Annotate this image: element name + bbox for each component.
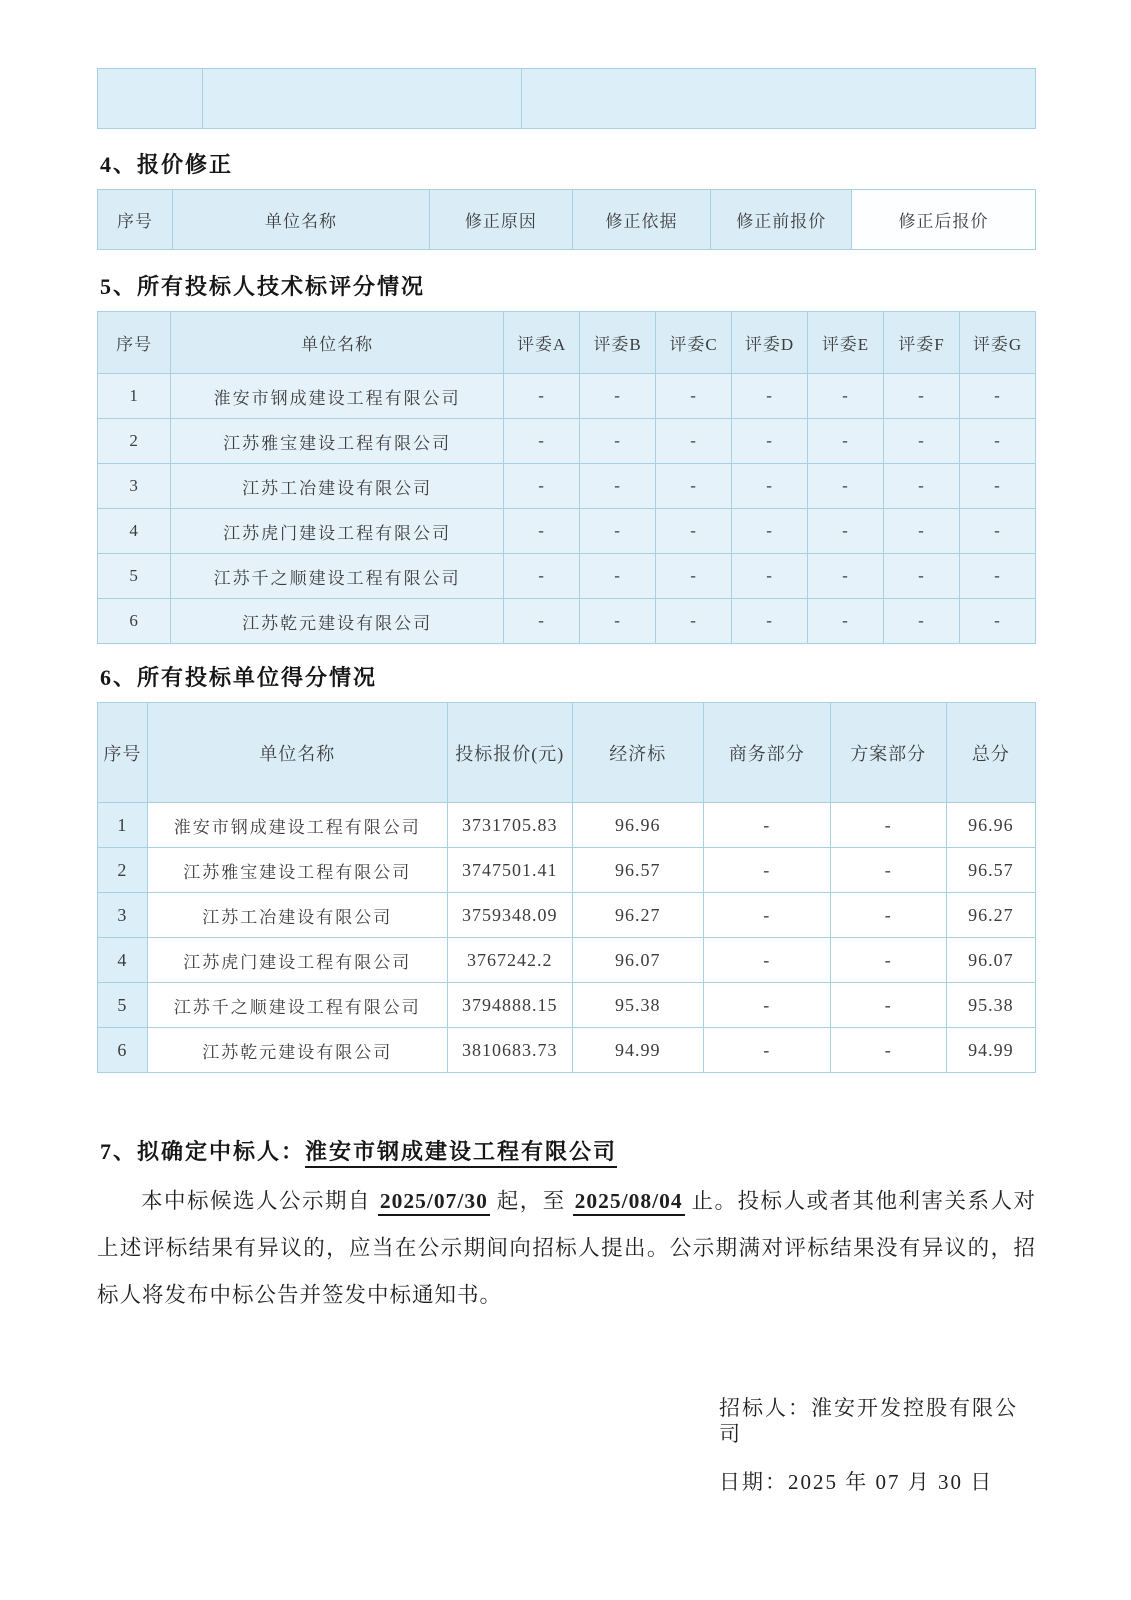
total-score-table — [97, 702, 1036, 1073]
plan-score-cell: - — [830, 938, 946, 983]
score-cell: - — [732, 509, 808, 554]
table-row — [98, 69, 1036, 129]
table-row — [98, 803, 1036, 848]
header-cell: 序号 — [98, 703, 148, 803]
company-name-cell: 江苏工冶建设有限公司 — [171, 464, 504, 509]
row-number-cell: 4 — [98, 938, 148, 983]
section4-title: 4、报价修正 — [100, 152, 234, 177]
score-cell: - — [808, 509, 884, 554]
price-correction-table — [97, 189, 1036, 250]
section7-label: 7、拟确定中标人： — [100, 1139, 306, 1164]
score-cell: - — [959, 464, 1035, 509]
header-cell: 投标报价(元) — [447, 703, 572, 803]
table-header-row — [98, 703, 1036, 803]
bid-price-cell: 3747501.41 — [447, 848, 572, 893]
total-score-cell: 96.27 — [946, 893, 1035, 938]
bid-price-cell: 3731705.83 — [447, 803, 572, 848]
bid-price-cell: 3767242.2 — [447, 938, 572, 983]
score-cell: - — [732, 419, 808, 464]
date-line: 日期：2025 年 07 月 30 日 — [719, 1470, 994, 1494]
tenderer-line: 招标人：淮安开发控股有限公司 — [719, 1396, 1018, 1446]
score-cell: - — [580, 374, 656, 419]
total-score-cell: 95.38 — [946, 983, 1035, 1028]
business-score-cell: - — [703, 983, 830, 1028]
table-row — [98, 1028, 1036, 1073]
row-number-cell: 2 — [98, 419, 171, 464]
company-name-cell: 江苏千之顺建设工程有限公司 — [171, 554, 504, 599]
table-row — [98, 848, 1036, 893]
row-number-cell: 5 — [98, 983, 148, 1028]
row-number-cell: 2 — [98, 848, 148, 893]
economic-score-cell: 94.99 — [572, 1028, 703, 1073]
total-score-cell: 94.99 — [946, 1028, 1035, 1073]
notice-text: 本中标候选人公示期自 — [141, 1189, 378, 1213]
table-row — [98, 554, 1036, 599]
table-row — [98, 893, 1036, 938]
score-cell: - — [959, 374, 1035, 419]
table-row — [98, 464, 1036, 509]
score-cell: - — [580, 599, 656, 644]
company-name-cell: 江苏虎门建设工程有限公司 — [171, 509, 504, 554]
company-name-cell: 江苏乾元建设有限公司 — [147, 1028, 447, 1073]
score-cell: - — [959, 599, 1035, 644]
business-score-cell: - — [703, 1028, 830, 1073]
score-cell: - — [808, 464, 884, 509]
score-cell: - — [504, 554, 580, 599]
company-name-cell: 淮安市钢成建设工程有限公司 — [171, 374, 504, 419]
row-number-cell: 6 — [98, 599, 171, 644]
score-cell: - — [884, 554, 960, 599]
header-cell: 评委B — [580, 312, 656, 374]
header-cell: 修正依据 — [572, 190, 711, 250]
economic-score-cell: 96.07 — [572, 938, 703, 983]
score-cell: - — [732, 374, 808, 419]
bid-price-cell: 3794888.15 — [447, 983, 572, 1028]
score-cell: - — [884, 374, 960, 419]
score-cell: - — [580, 419, 656, 464]
header-cell: 评委A — [504, 312, 580, 374]
row-number-cell: 5 — [98, 554, 171, 599]
company-name-cell: 江苏雅宝建设工程有限公司 — [171, 419, 504, 464]
carryover-table — [97, 68, 1036, 129]
notice-text: 起，至 — [489, 1189, 573, 1213]
score-cell: - — [732, 464, 808, 509]
bid-price-cell: 3759348.09 — [447, 893, 572, 938]
score-cell: - — [656, 419, 732, 464]
score-cell: - — [959, 419, 1035, 464]
company-name-cell: 江苏乾元建设有限公司 — [171, 599, 504, 644]
business-score-cell: - — [703, 803, 830, 848]
score-cell: - — [504, 464, 580, 509]
table-row — [98, 509, 1036, 554]
notice-paragraph — [97, 1178, 1036, 1319]
plan-score-cell: - — [830, 1028, 946, 1073]
technical-score-table — [97, 311, 1036, 644]
business-score-cell: - — [703, 848, 830, 893]
notice-text: 止。投标人或者其他利害关系人对上述评标结果有异议的，应当在公示期间向招标人提出。公示期满对评标结果没有异议的，招标人将发布中标公告并签发中标通知书。 — [97, 1189, 1036, 1307]
score-cell: - — [504, 419, 580, 464]
header-cell: 评委C — [656, 312, 732, 374]
empty-cell — [521, 69, 1035, 129]
economic-score-cell: 96.96 — [572, 803, 703, 848]
company-name-cell: 江苏千之顺建设工程有限公司 — [147, 983, 447, 1028]
table-row — [98, 599, 1036, 644]
row-number-cell: 6 — [98, 1028, 148, 1073]
header-cell: 序号 — [98, 190, 173, 250]
signature-block — [719, 1395, 1036, 1495]
winner-name: 淮安市钢成建设工程有限公司 — [305, 1139, 617, 1168]
header-cell: 评委F — [884, 312, 960, 374]
header-cell: 经济标 — [572, 703, 703, 803]
header-cell: 修正前报价 — [711, 190, 852, 250]
header-cell: 方案部分 — [830, 703, 946, 803]
header-cell: 评委D — [732, 312, 808, 374]
score-cell: - — [808, 599, 884, 644]
score-cell: - — [884, 419, 960, 464]
score-cell: - — [884, 599, 960, 644]
table-row — [98, 983, 1036, 1028]
row-number-cell: 3 — [98, 464, 171, 509]
score-cell: - — [732, 554, 808, 599]
score-cell: - — [656, 554, 732, 599]
table-header-row — [98, 312, 1036, 374]
score-cell: - — [580, 464, 656, 509]
plan-score-cell: - — [830, 848, 946, 893]
section6-title: 6、所有投标单位得分情况 — [100, 665, 378, 690]
table-row — [98, 419, 1036, 464]
header-cell: 评委E — [808, 312, 884, 374]
business-score-cell: - — [703, 938, 830, 983]
bid-price-cell: 3810683.73 — [447, 1028, 572, 1073]
empty-cell — [98, 69, 203, 129]
header-cell: 单位名称 — [171, 312, 504, 374]
header-cell: 单位名称 — [173, 190, 430, 250]
table-row — [98, 938, 1036, 983]
score-cell: - — [808, 374, 884, 419]
section7-title — [100, 1135, 1036, 1166]
total-score-cell: 96.57 — [946, 848, 1035, 893]
score-cell: - — [504, 374, 580, 419]
score-cell: - — [808, 419, 884, 464]
header-cell: 单位名称 — [147, 703, 447, 803]
plan-score-cell: - — [830, 983, 946, 1028]
header-cell: 修正原因 — [430, 190, 573, 250]
row-number-cell: 1 — [98, 803, 148, 848]
company-name-cell: 江苏雅宝建设工程有限公司 — [147, 848, 447, 893]
economic-score-cell: 96.57 — [572, 848, 703, 893]
table-header-row — [98, 190, 1036, 250]
header-cell: 总分 — [946, 703, 1035, 803]
publicity-end-date: 2025/08/04 — [573, 1189, 685, 1216]
total-score-cell: 96.07 — [946, 938, 1035, 983]
row-number-cell: 1 — [98, 374, 171, 419]
score-cell: - — [656, 374, 732, 419]
company-name-cell: 江苏工冶建设有限公司 — [147, 893, 447, 938]
section5-title: 5、所有投标人技术标评分情况 — [100, 274, 426, 299]
score-cell: - — [580, 509, 656, 554]
header-cell: 序号 — [98, 312, 171, 374]
total-score-cell: 96.96 — [946, 803, 1035, 848]
header-cell: 商务部分 — [703, 703, 830, 803]
table-row — [98, 374, 1036, 419]
score-cell: - — [959, 554, 1035, 599]
score-cell: - — [580, 554, 656, 599]
score-cell: - — [732, 599, 808, 644]
plan-score-cell: - — [830, 803, 946, 848]
empty-cell — [203, 69, 522, 129]
score-cell: - — [504, 599, 580, 644]
economic-score-cell: 95.38 — [572, 983, 703, 1028]
score-cell: - — [808, 554, 884, 599]
score-cell: - — [656, 509, 732, 554]
company-name-cell: 江苏虎门建设工程有限公司 — [147, 938, 447, 983]
score-cell: - — [656, 599, 732, 644]
publicity-start-date: 2025/07/30 — [378, 1189, 490, 1216]
business-score-cell: - — [703, 893, 830, 938]
header-cell: 修正后报价 — [852, 190, 1036, 250]
score-cell: - — [884, 464, 960, 509]
score-cell: - — [504, 509, 580, 554]
header-cell: 评委G — [959, 312, 1035, 374]
row-number-cell: 4 — [98, 509, 171, 554]
score-cell: - — [959, 509, 1035, 554]
row-number-cell: 3 — [98, 893, 148, 938]
score-cell: - — [884, 509, 960, 554]
company-name-cell: 淮安市钢成建设工程有限公司 — [147, 803, 447, 848]
economic-score-cell: 96.27 — [572, 893, 703, 938]
score-cell: - — [656, 464, 732, 509]
plan-score-cell: - — [830, 893, 946, 938]
